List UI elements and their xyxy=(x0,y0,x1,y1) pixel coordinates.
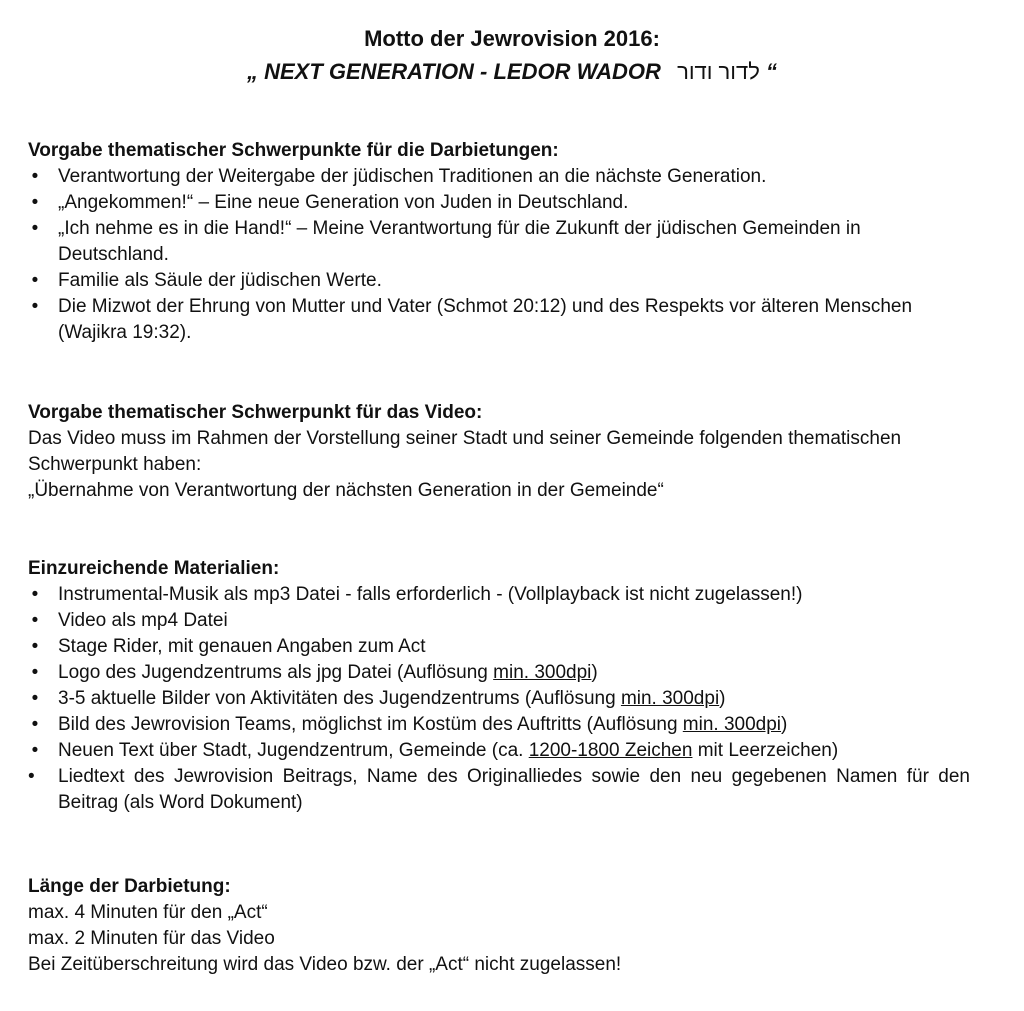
duration-line: max. 2 Minuten für das Video xyxy=(28,928,275,949)
list-item: • Stage Rider, mit genauen Angaben zum Act xyxy=(28,634,988,660)
motto-hebrew: לדור ודור xyxy=(677,59,760,84)
duration-line: Bei Zeitüberschreitung wird das Video bzw. der „Act“ nicht zugelassen! xyxy=(28,954,622,975)
section-heading: Vorgabe thematischer Schwerpunkte für die Darbietungen: xyxy=(28,140,559,161)
list-item: • Neuen Text über Stadt, Jugendzentrum, Gemeinde (ca. 1200-1800 Zeichen mit Leerzeichen) xyxy=(28,738,988,764)
character-count-requirement: 1200-1800 Zeichen xyxy=(528,740,693,761)
list-item: • Verantwortung der Weitergabe der jüdischen Traditionen an die nächste Generation. xyxy=(28,164,988,190)
section-video-topic xyxy=(28,400,988,504)
list-item: • Video als mp4 Datei xyxy=(28,608,988,634)
resolution-requirement: min. 300dpi xyxy=(493,662,592,683)
list-item: • Instrumental-Musik als mp3 Datei - falls erforderlich - (Vollplayback ist nicht zugelassen!) xyxy=(28,582,988,608)
resolution-requirement: min. 300dpi xyxy=(682,714,782,735)
list-item: • „Angekommen!“ – Eine neue Generation von Juden in Deutschland. xyxy=(28,190,988,216)
list-item: • Bild des Jewrovision Teams, möglichst im Kostüm des Auftritts (Auflösung min. 300dpi) xyxy=(28,712,988,738)
list-item: • Familie als Säule der jüdischen Werte. xyxy=(28,268,988,294)
section-heading: Vorgabe thematischer Schwerpunkt für das Video: xyxy=(28,402,483,423)
motto-close-quote: “ xyxy=(766,59,777,84)
list-item: • Liedtext des Jewrovision Beitrags, Name des Originalliedes sowie den neu gegebenen Namen für den Beitrag (als Word Dokument) xyxy=(28,764,988,816)
duration-line: max. 4 Minuten für den „Act“ xyxy=(28,902,268,923)
list-item: • „Ich nehme es in die Hand!“ – Meine Verantwortung für die Zukunft der jüdischen Gemeinden in Deutschland. xyxy=(28,216,988,268)
resolution-requirement: min. 300dpi xyxy=(620,688,720,709)
list-item: • Die Mizwot der Ehrung von Mutter und Vater (Schmot 20:12) und des Respekts vor älteren Menschen (Wajikra 19:32). xyxy=(28,294,988,346)
section-heading: Einzureichende Materialien: xyxy=(28,558,280,579)
paragraph: „Übernahme von Verantwortung der nächsten Generation in der Gemeinde“ xyxy=(28,480,664,501)
section-duration xyxy=(28,874,988,978)
section-heading: Länge der Darbietung: xyxy=(28,876,231,897)
motto-text: „ NEXT GENERATION - LEDOR WADOR xyxy=(247,59,661,84)
list-item: • 3-5 aktuelle Bilder von Aktivitäten des Jugendzentrums (Auflösung min. 300dpi) xyxy=(28,686,988,712)
section-materials xyxy=(28,556,988,816)
paragraph: Das Video muss im Rahmen der Vorstellung seiner Stadt und seiner Gemeinde folgenden thematischen Schwerpunkt haben: xyxy=(28,428,902,475)
materials-list xyxy=(28,582,988,816)
document-title: Motto der Jewrovision 2016: xyxy=(364,26,660,51)
list-item: • Logo des Jugendzentrums als jpg Datei (Auflösung min. 300dpi) xyxy=(28,660,988,686)
motto-line xyxy=(0,58,1024,86)
topic-list xyxy=(28,164,988,346)
section-performance-topics xyxy=(28,138,988,346)
